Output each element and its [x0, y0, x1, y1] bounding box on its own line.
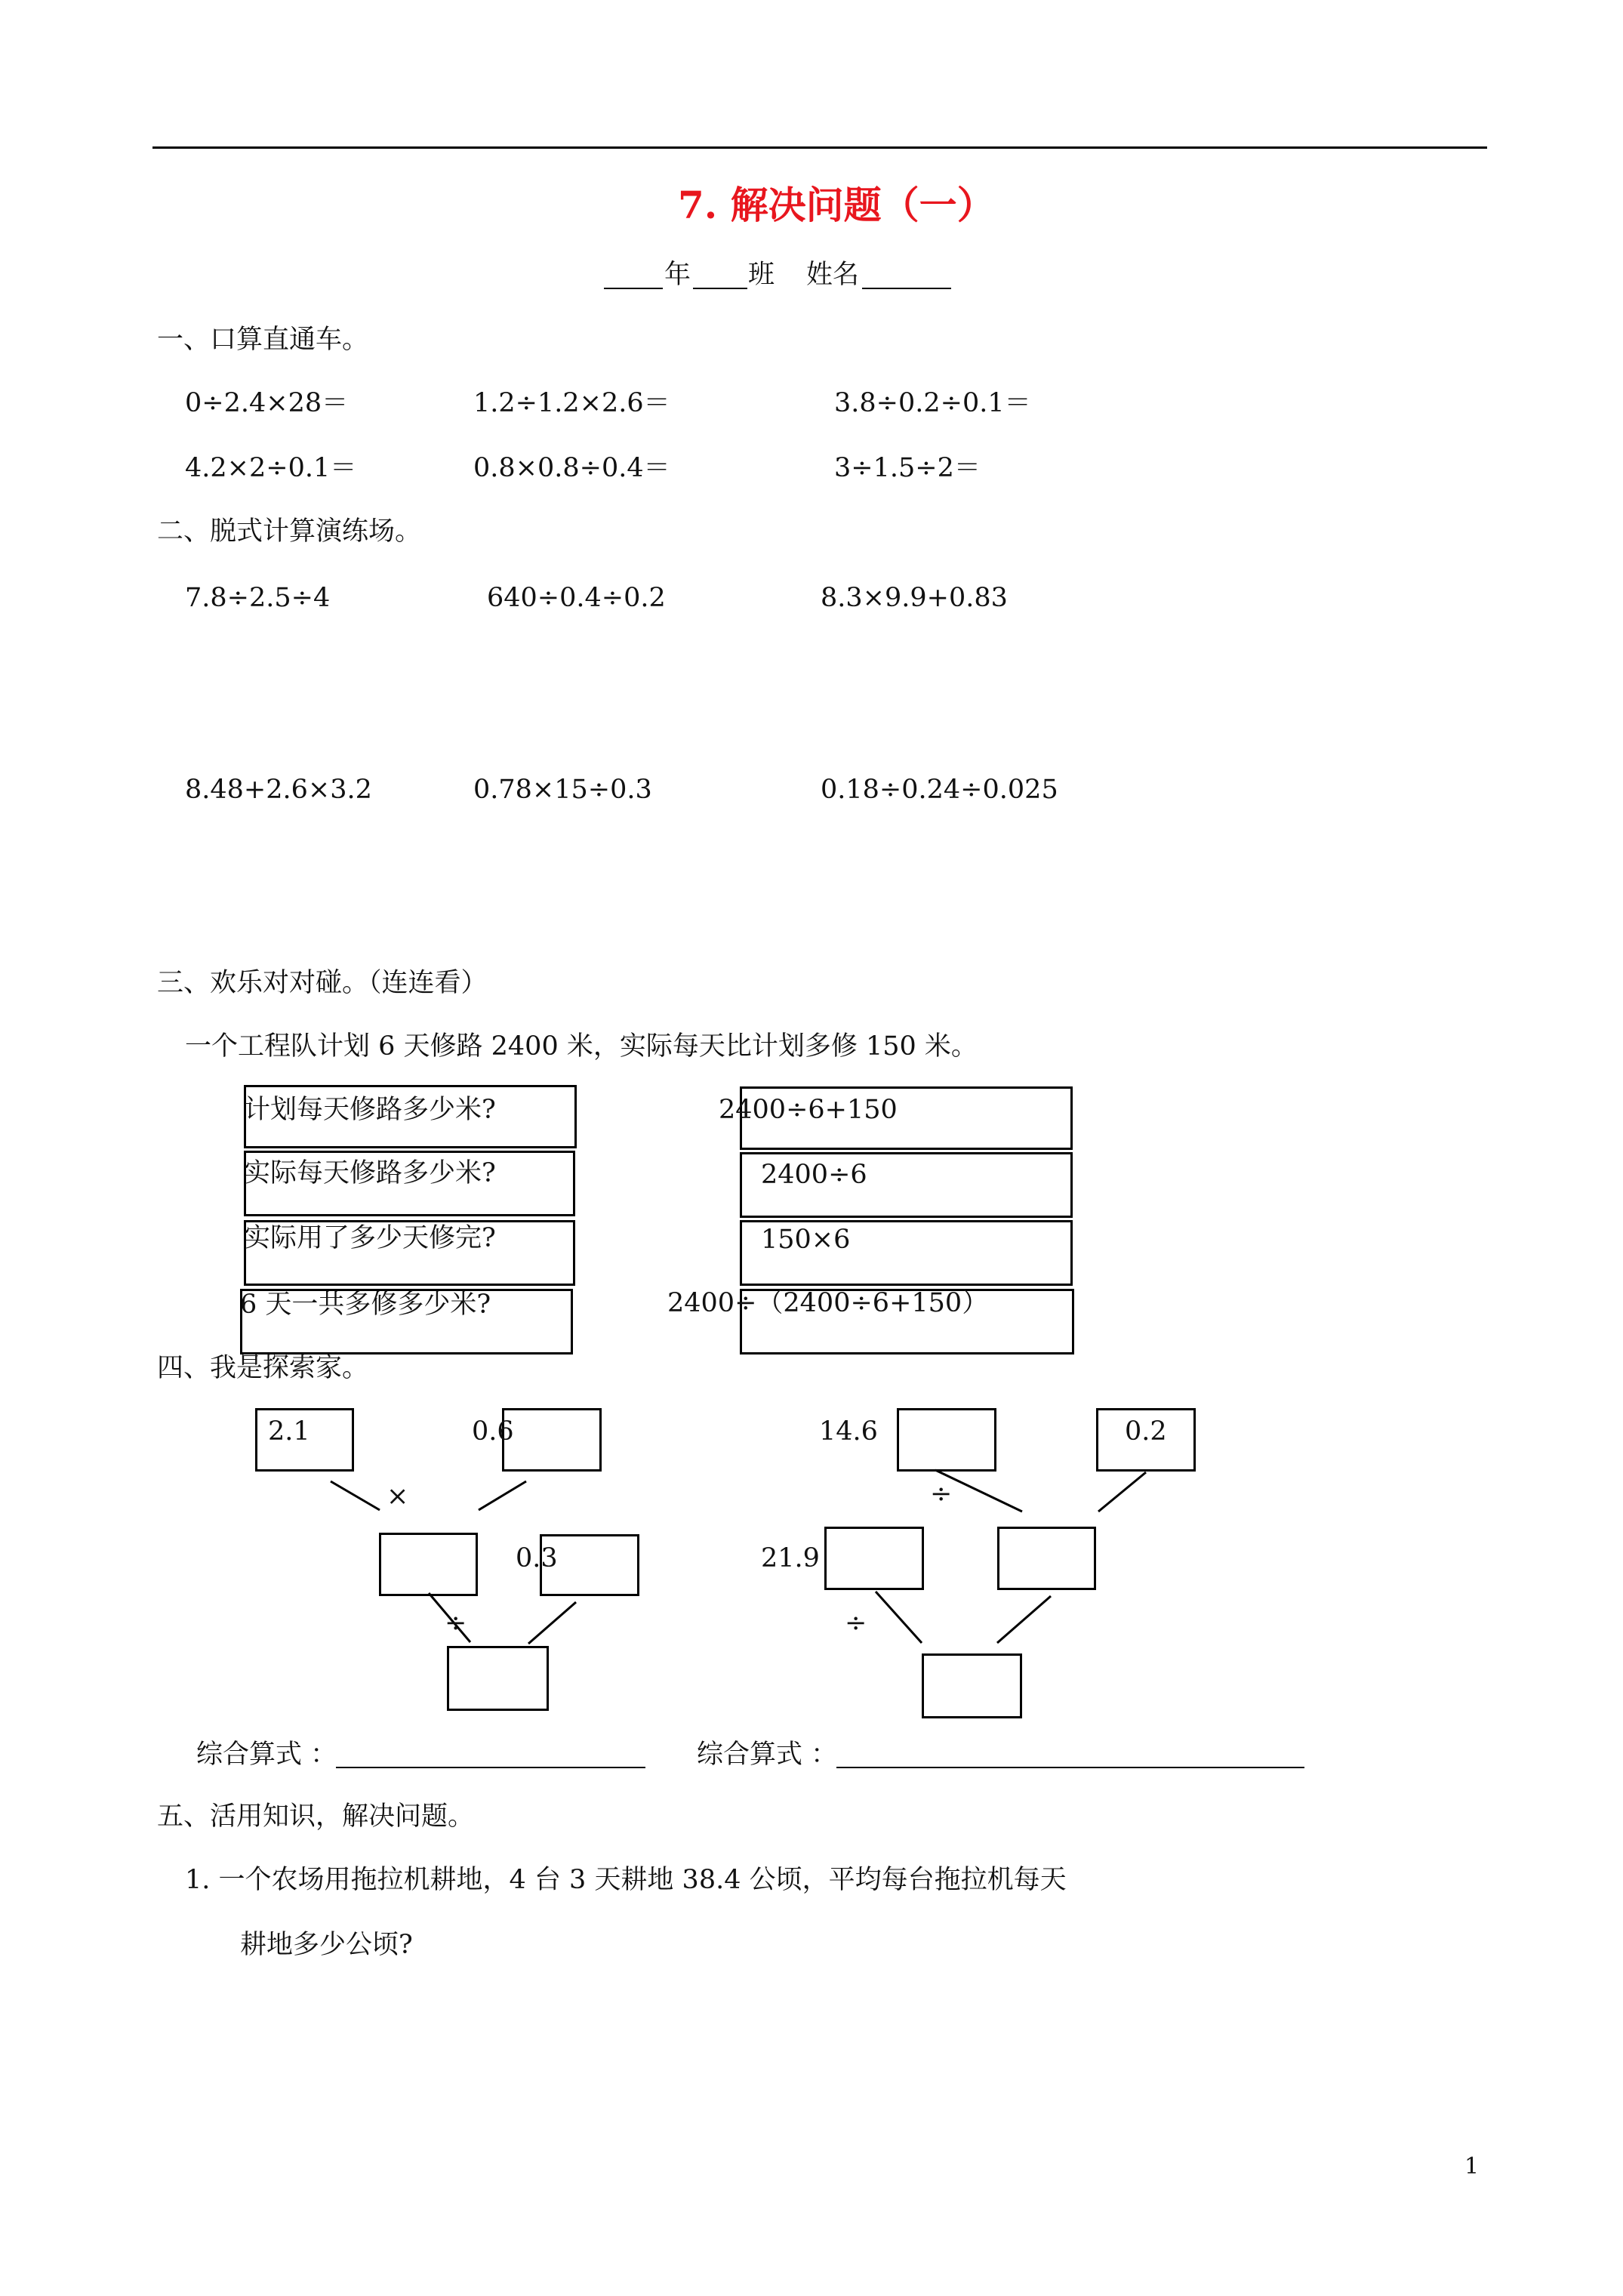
class-label: 班 [748, 260, 775, 290]
answer-box[interactable] [379, 1533, 478, 1596]
expression-text: 2400÷6+150 [719, 1095, 898, 1125]
tree-number: 21.9 [761, 1543, 820, 1573]
answer-box[interactable] [502, 1408, 602, 1472]
page-number: 1 [1464, 2153, 1480, 2180]
answer-box[interactable] [897, 1408, 996, 1472]
step-calc-item: 0.18÷0.24÷0.025 [821, 775, 1058, 805]
oral-calc-item: 4.2×2÷0.1＝ [185, 453, 357, 483]
step-calc-item: 7.8÷2.5÷4 [185, 583, 331, 613]
oral-calc-item: 0÷2.4×28＝ [185, 388, 349, 418]
tree-number: 14.6 [819, 1416, 878, 1447]
section-5-heading: 五、活用知识，解决问题。 [157, 1801, 475, 1832]
question-text: 实际每天修路多少米? [244, 1158, 496, 1188]
expression-text: 2400÷6 [761, 1160, 867, 1190]
step-calc-item: 640÷0.4÷0.2 [487, 583, 666, 613]
answer-box[interactable] [997, 1527, 1096, 1590]
page-title: 7. 解决问题（一） [678, 183, 995, 227]
step-calc-item: 8.48+2.6×3.2 [185, 775, 372, 805]
tree-operator: ÷ [930, 1479, 953, 1509]
tree-operator: ÷ [445, 1608, 467, 1638]
grade-label: 年 [664, 260, 691, 290]
section-4-heading: 四、我是探索家。 [157, 1353, 369, 1383]
tree-operator: × [387, 1481, 409, 1512]
question-text: 6 天一共多修多少米? [240, 1290, 491, 1320]
oral-calc-item: 3.8÷0.2÷0.1＝ [834, 388, 1031, 418]
name-label: 姓名 [806, 260, 860, 290]
tree-number: 0.6 [472, 1416, 514, 1447]
tree-number: 2.1 [268, 1416, 310, 1447]
matching-problem: 一个工程队计划 6 天修路 2400 米，实际每天比计划多修 150 米。 [185, 1031, 978, 1062]
expression-text: 2400÷（2400÷6+150） [667, 1288, 989, 1318]
word-problem-line: 1. 一个农场用拖拉机耕地，4 台 3 天耕地 38.4 公顷，平均每台拖拉机每天 [185, 1865, 1067, 1895]
formula-label: 综合算式 ： [196, 1740, 337, 1770]
question-text: 实际用了多少天修完? [244, 1223, 496, 1253]
answer-box[interactable] [922, 1653, 1022, 1718]
step-calc-item: 8.3×9.9+0.83 [821, 583, 1008, 613]
formula-blank[interactable] [336, 1767, 645, 1768]
answer-box[interactable] [824, 1527, 924, 1590]
tree-operator: ÷ [845, 1608, 867, 1638]
expression-text: 150×6 [761, 1225, 851, 1255]
tree-number: 0.2 [1125, 1416, 1167, 1447]
answer-box[interactable] [447, 1646, 549, 1711]
word-problem-line: 耕地多少公顷? [240, 1930, 413, 1960]
section-3-heading: 三、欢乐对对碰。（连连看） [157, 968, 488, 998]
oral-calc-item: 0.8×0.8÷0.4＝ [473, 453, 670, 483]
oral-calc-item: 1.2÷1.2×2.6＝ [473, 388, 670, 418]
formula-blank[interactable] [836, 1767, 1304, 1768]
question-text: 计划每天修路多少米? [244, 1095, 496, 1125]
section-2-heading: 二、脱式计算演练场。 [157, 516, 422, 547]
oral-calc-item: 3÷1.5÷2＝ [834, 453, 981, 483]
step-calc-item: 0.78×15÷0.3 [473, 775, 652, 805]
section-1-heading: 一、口算直通车。 [157, 325, 369, 355]
formula-label: 综合算式 ： [697, 1740, 838, 1770]
tree-number: 0.3 [516, 1543, 558, 1573]
